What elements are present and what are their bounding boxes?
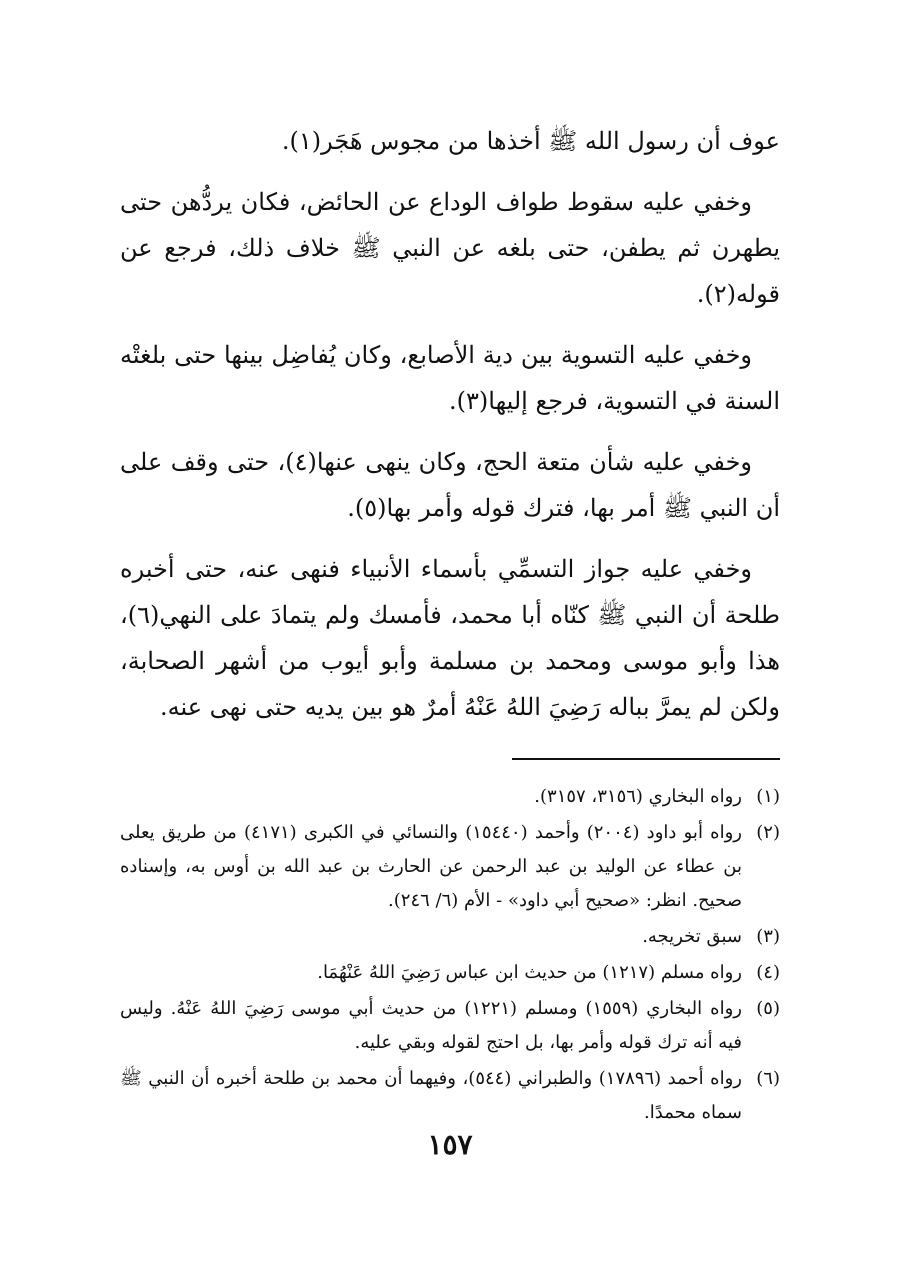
- main-text: [120, 118, 780, 730]
- footnote-number: (١): [756, 786, 780, 807]
- footnote-separator: [512, 758, 780, 760]
- footnote-4: [120, 956, 780, 990]
- footnote-6: [120, 1062, 780, 1130]
- paragraph-1: عوف أن رسول الله ﷺ أخذها من مجوس هَجَر(١).: [281, 127, 780, 155]
- book-page: [120, 118, 780, 1132]
- paragraph-3: وخفي عليه التسوية بين دية الأصابع، وكان يُفاضِل بينها حتى بلغتْه السنة في التسوية، فرجع إليها(٣).: [120, 341, 780, 415]
- footnote-text: رواه مسلم (١٢١٧) من حديث ابن عباس رَضِيَ اللهُ عَنْهُمَا.: [317, 962, 742, 983]
- footnote-number: (٢): [756, 822, 780, 843]
- footnote-2: [120, 816, 780, 918]
- footnote-3: [120, 920, 780, 954]
- footnote-5: [120, 992, 780, 1060]
- footnote-text: رواه البخاري (٣١٥٦، ٣١٥٧).: [534, 786, 742, 807]
- footnote-number: (٥): [756, 998, 780, 1019]
- footnotes: [120, 780, 780, 1130]
- footnote-number: (٦): [756, 1068, 780, 1089]
- paragraph-5: وخفي عليه جواز التسمِّي بأسماء الأنبياء فنهى عنه، حتى أخبره طلحة أن النبي ﷺ كنّاه أبا محمد، فأمسك ولم يتمادَ على النهي(٦)، هذا وأبو موسى ومحمد بن مسلمة وأبو أيوب من أشهر الصحابة، ولكن لم يمرَّ بباله رَضِيَ اللهُ عَنْهُ أمرٌ هو بين يديه حتى نهى عنه.: [120, 555, 780, 721]
- footnote-text: سبق تخريجه.: [642, 926, 742, 947]
- page-number: ١٥٧: [427, 1128, 473, 1161]
- footnote-number: (٣): [756, 926, 780, 947]
- footnote-text: رواه البخاري (١٥٥٩) ومسلم (١٢٢١) من حديث أبي موسى رَضِيَ اللهُ عَنْهُ. وليس فيه أنه ترك قوله وأمر بها، بل احتج لقوله وبقي عليه.: [120, 998, 742, 1053]
- footnote-text: رواه أحمد (١٧٨٩٦) والطبراني (٥٤٤)، وفيهما أن محمد بن طلحة أخبره أن النبي ﷺ سماه محمدًا.: [120, 1068, 743, 1123]
- footnote-number: (٤): [756, 962, 780, 983]
- footnote-1: [120, 780, 780, 814]
- footnote-text: رواه أبو داود (٢٠٠٤) وأحمد (١٥٤٤٠) والنسائي في الكبرى (٤١٧١) من طريق يعلى بن عطاء عن الوليد بن عبد الرحمن عن الحارث بن عبد الله بن أوس به، وإسناده صحيح. انظر: «صحيح أبي داود» - الأم (٦/ ٢٤٦).: [120, 822, 742, 911]
- paragraph-2: وخفي عليه سقوط طواف الوداع عن الحائض، فكان يردُّهن حتى يطهرن ثم يطفن، حتى بلغه عن النبي ﷺ خلاف ذلك، فرجع عن قوله(٢).: [120, 188, 780, 308]
- paragraph-4: وخفي عليه شأن متعة الحج، وكان ينهى عنها(٤)، حتى وقف على أن النبي ﷺ أمر بها، فترك قوله وأمر بها(٥).: [120, 448, 780, 522]
